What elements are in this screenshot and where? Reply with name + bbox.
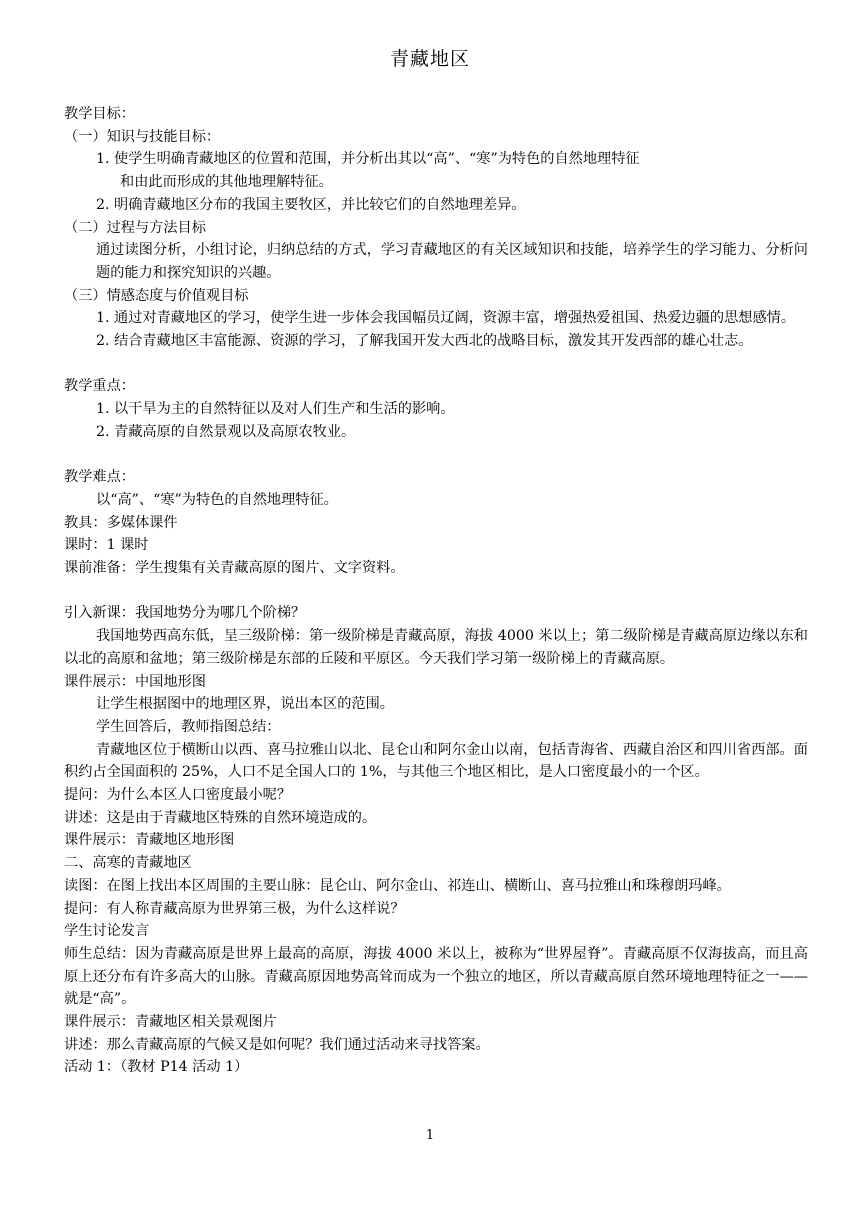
paragraph: 我国地势西高东低，呈三级阶梯：第一级阶梯是青藏高原，海拔 4000 米以上；第二级阶梯是青藏高原边缘以东和以北的高原和盆地；第三级阶梯是东部的丘陵和平原区。今天我们学习第一级阶梯上的青藏高原。 [64, 628, 808, 667]
text-line: 以“高”、“寒”为特色的自然地理特征。 [96, 491, 338, 508]
text-line: 提问：有人称青藏高原为世界第三极，为什么这样说？ [64, 900, 405, 917]
text-line: 教学目标： [64, 106, 135, 122]
text-line: 讲述：那么青藏高原的气候又是如何呢？我们通过活动来寻找答案。 [64, 1036, 490, 1053]
document-body [64, 103, 808, 1079]
text-line: 活动 1：（教材 P14 活动 1） [64, 1059, 249, 1076]
text-line: 让学生根据图中的地理区界，说出本区的范围。 [96, 696, 394, 713]
text-line: 读图：在图上找出本区周围的主要山脉：昆仑山、阿尔金山、祁连山、横断山、喜马拉雅山和珠穆朗玛峰。 [64, 877, 731, 894]
text-line: 课件展示：青藏地区地形图 [64, 832, 235, 849]
text-line: 讲述：这是由于青藏地区特殊的自然环境造成的。 [64, 809, 377, 826]
text-line: （三）情感态度与价值观目标 [64, 287, 249, 304]
paragraph: 师生总结：因为青藏高原是世界上最高的高原，海拔 4000 米以上，被称为“世界屋脊”。青藏高原不仅海拔高，而且高原上还分布有许多高大的山脉。青藏高原因地势高耸而成为一个独立的地区，所以青藏高原自然环境地理特征之一——就是“高”。 [64, 945, 808, 1008]
paragraph: 通过读图分析，小组讨论，归纳总结的方式，学习青藏地区的有关区域知识和技能，培养学生的学习能力、分析问题的能力和探究知识的兴趣。 [96, 242, 808, 281]
text-line: 教学难点： [64, 469, 135, 486]
paragraph: 1. 通过对青藏地区的学习，使学生进一步体会我国幅员辽阔，资源丰富，增强热爱祖国、热爱边疆的思想感情。 [96, 310, 796, 327]
paragraph: 青藏地区位于横断山以西、喜马拉雅山以北、昆仑山和阿尔金山以南，包括青海省、西藏自治区和四川省西部。面积约占全国面积的 25%，人口不足全国人口的 1%，与其他三个地区相比，是人口密度最小的一个区。 [64, 741, 808, 781]
page-number: 1 [425, 1128, 435, 1143]
section-heading: 二、高寒的青藏地区 [64, 855, 192, 872]
text-line: 2. 明确青藏地区分布的我国主要牧区，并比较它们的自然地理差异。 [96, 196, 526, 213]
text-line: （二）过程与方法目标 [64, 219, 206, 236]
text-line: 和由此而形成的其他地理解特征。 [120, 174, 333, 191]
text-line: 引入新课：我国地势分为哪几个阶梯？ [64, 605, 306, 622]
text-line: 教具：多媒体课件 [64, 514, 178, 531]
text-line: 课件展示：中国地形图 [64, 673, 206, 690]
text-line: （一）知识与技能目标： [64, 128, 221, 145]
text-line: 学生回答后，教师指图总结： [96, 718, 281, 735]
text-line: 1. 以干旱为主的自然特征以及对人们生产和生活的影响。 [96, 401, 455, 418]
text-line: 课前准备：学生搜集有关青藏高原的图片、文字资料。 [64, 560, 405, 577]
text-line: 1. 使学生明确青藏地区的位置和范围，并分析出其以“高”、“寒”为特色的自然地理特征 [96, 151, 640, 168]
text-line: 2. 青藏高原的自然景观以及高原农牧业。 [96, 423, 356, 440]
text-line: 学生讨论发言 [64, 923, 150, 940]
text-line: 课时：1 课时 [64, 537, 149, 554]
text-line: 课件展示：青藏地区相关景观图片 [64, 1014, 277, 1031]
page-title: 青藏地区 [389, 48, 470, 70]
text-line: 提问：为什么本区人口密度最小呢？ [64, 787, 292, 804]
paragraph: 2. 结合青藏地区丰富能源、资源的学习，了解我国开发大西北的战略目标，激发其开发西部的雄心壮志。 [96, 333, 753, 350]
text-line: 教学重点： [64, 378, 135, 395]
